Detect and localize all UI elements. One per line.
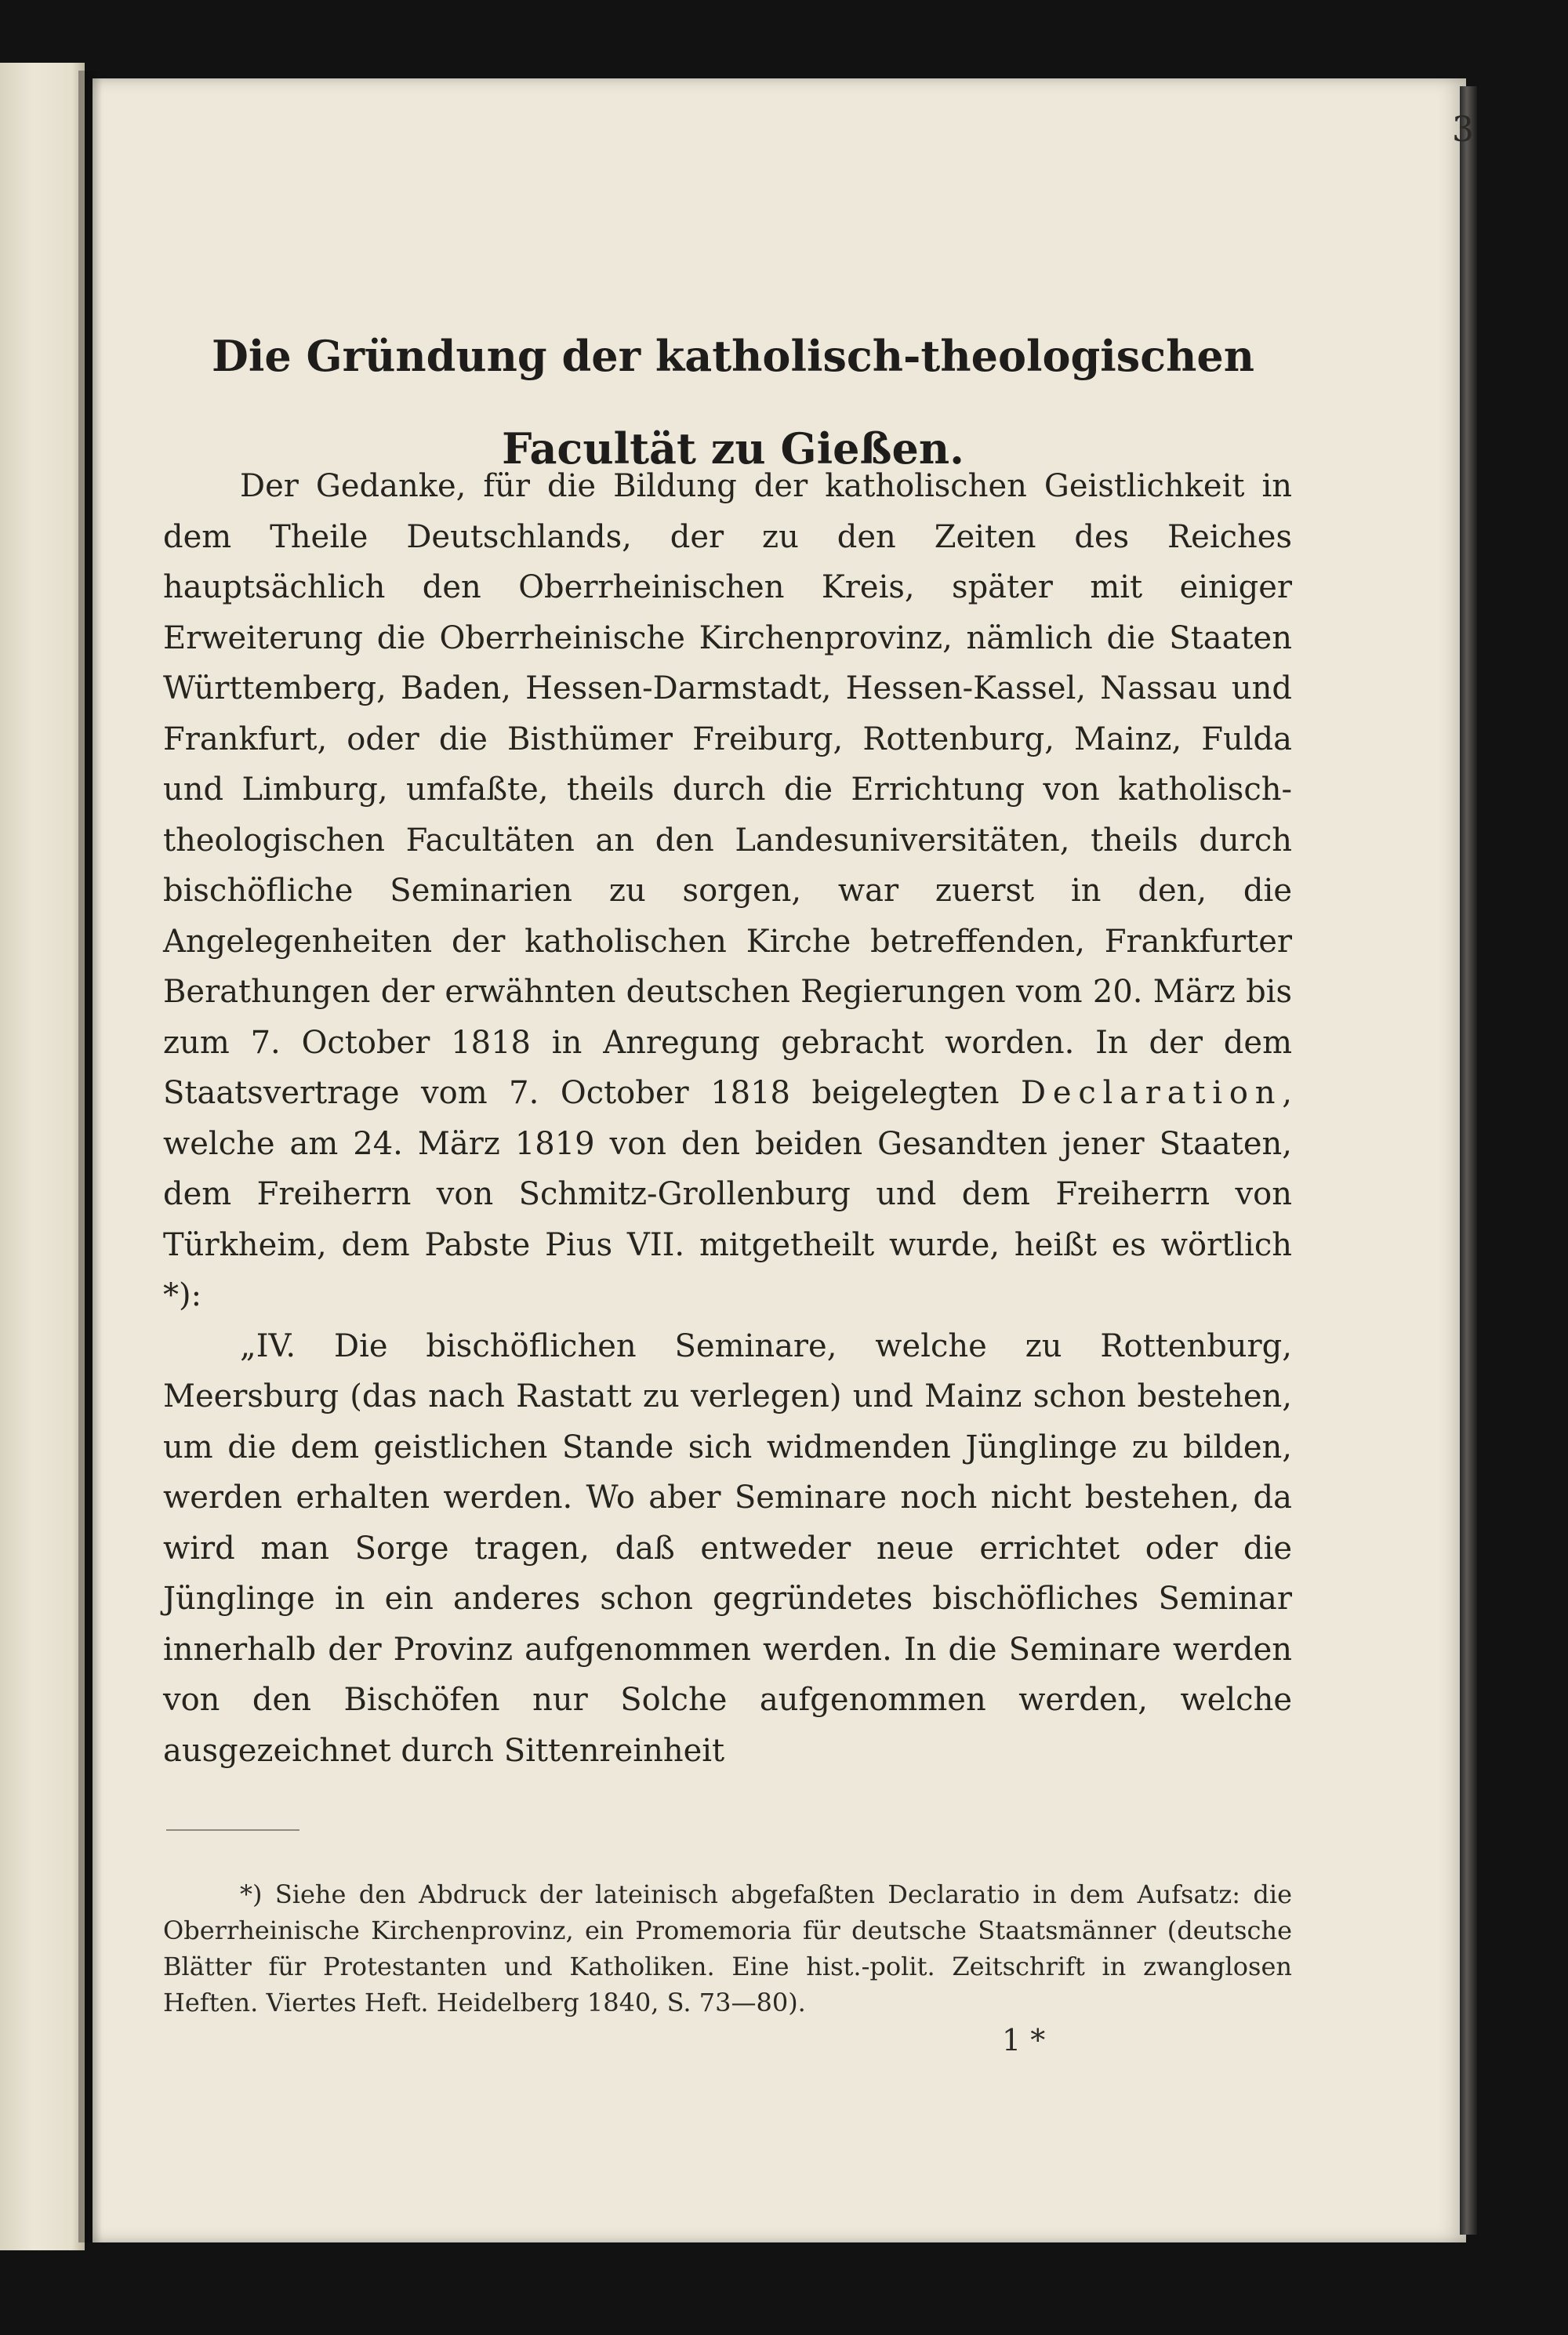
body-text [163,461,1292,1776]
paragraph-1 [163,461,1292,1321]
paragraph-1-end: , welche am 24. März 1819 von den beiden Gesandten jener Staaten, dem Freiherrn von Schmitz-Grollenburg und dem Freiherrn von Türkheim, dem Pabste Pius VII. mitgetheilt wurde, heißt es wörtlich *): [163,1075,1292,1313]
page-number: 3 [1452,110,1474,150]
chapter-title: Die Gründung der katholisch-theologischen Facultät zu Gießen. [212,331,1254,474]
paragraph-2: „IV. Die bischöflichen Seminare, welche zu Rottenburg, Meersburg (das nach Rastatt zu verlegen) und Mainz schon bestehen, um die dem geistlichen Stande sich widmenden Jünglinge zu bilden, werden erhalten werden. Wo aber Seminare noch nicht bestehen, da wird man Sorge tragen, daß entweder neue errichtet oder die Jünglinge in ein anderes schon gegründetes bischöfliches Seminar innerhalb der Provinz aufgenommen werden. In die Seminare werden von den Bischöfen nur Solche aufgenommen werden, welche ausgezeichnet durch Sittenreinheit [163,1327,1292,1769]
footnote-text: *) Siehe den Abdruck der lateinisch abgefaßten Declaratio in dem Aufsatz: die Oberrheinische Kirchenprovinz, ein Promemoria für deutsche Staatsmänner (deutsche Blätter für Protestanten und Katholiken. Eine hist.-polit. Zeitschrift in zwanglosen Heften. Viertes Heft. Heidelberg 1840, S. 73—80). [163,1879,1292,2017]
footnote [163,1876,1292,2021]
signature-mark: 1 * [1002,2023,1046,2057]
paragraph-1-text: Der Gedanke, für die Bildung der katholischen Geistlichkeit in dem Theile Deutschlands, der zu den Zeiten des Reiches hauptsächlich den Oberrheinischen Kreis, später mit einiger Erweiterung die Oberrheinische Kirchenprovinz, nämlich die Staaten Württemberg, Baden, Hessen-Darmstadt, Hessen-Kassel, Nassau und Frankfurt, oder die Bisthümer Freiburg, Rottenburg, Mainz, Fulda und Limburg, umfaßte, theils durch die Errichtung von katholisch-theologischen Facultäten an den Landesuniversitäten, theils durch bischöfliche Seminarien zu sorgen, war zuerst in den, die Angelegenheiten der katholischen Kirche betreffenden, Frankfurter Berathungen der erwähnten deutschen Regierungen vom 20. März bis zum 7. October 1818 in Anregung gebracht worden. In der dem Staatsvertrage vom 7. October 1818 beigelegten [163,468,1292,1111]
footnote-rule [166,1829,299,1831]
left-page-edge [0,63,85,2250]
gutter-shadow [78,71,102,2242]
declaration-term: Declaration [1021,1075,1283,1111]
book-cover-edge [1460,86,1477,2235]
